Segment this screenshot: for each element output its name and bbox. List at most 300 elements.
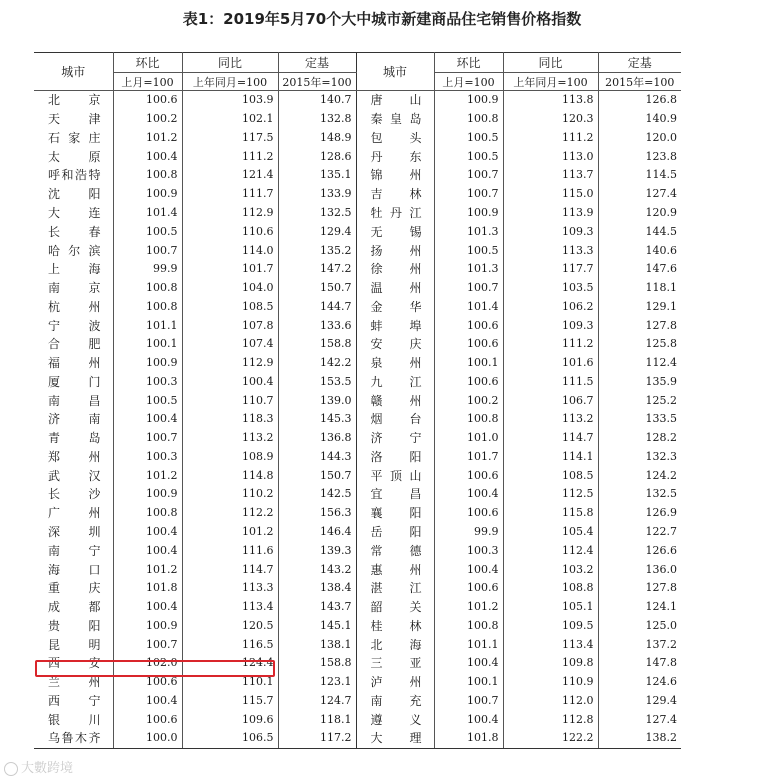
cell-yoy-left: 116.5: [182, 635, 278, 654]
cell-yoy-left: 115.7: [182, 692, 278, 711]
cell-mom-right: 100.7: [434, 185, 503, 204]
table-row: [34, 185, 681, 204]
cell-yoy-left: 114.8: [182, 466, 278, 485]
cell-base-right: 137.2: [645, 637, 677, 651]
cell-mom-left: 100.1: [113, 335, 182, 354]
cell-base-left: 139.0: [278, 391, 356, 410]
cell-yoy-right: 114.1: [503, 448, 598, 467]
col-header-base-right: 定基: [598, 53, 681, 73]
cell-base-left: 138.1: [278, 635, 356, 654]
cell-mom-left: 100.8: [113, 504, 182, 523]
cell-yoy-left: 111.6: [182, 541, 278, 560]
cell-city-left: 西宁: [34, 692, 113, 711]
cell-city-left: 贵阳: [34, 616, 113, 635]
cell-yoy-right: 120.3: [503, 110, 598, 129]
table-row: [34, 204, 681, 223]
cell-mom-left: 101.2: [113, 466, 182, 485]
cell-yoy-left: 113.4: [182, 598, 278, 617]
cell-mom-left: 100.7: [113, 241, 182, 260]
cell-city-left: 银川: [34, 710, 113, 729]
cell-base-right: 147.8: [645, 656, 677, 670]
cell-base-right: 147.6: [645, 262, 677, 276]
cell-city-right: 济宁: [356, 429, 434, 448]
cell-base-left: 133.9: [278, 185, 356, 204]
cell-mom-right: 101.2: [434, 598, 503, 617]
cell-mom-right: 100.2: [434, 391, 503, 410]
cell-mom-left: 100.4: [113, 541, 182, 560]
cell-city-right: 韶关: [356, 598, 434, 617]
cell-yoy-left: 118.3: [182, 410, 278, 429]
cell-city-left: 太原: [34, 147, 113, 166]
cell-city-right: 泸州: [356, 673, 434, 692]
cell-base-right: 114.5: [645, 168, 677, 182]
cell-city-left: 南京: [34, 279, 113, 298]
cell-base-left: 118.1: [278, 710, 356, 729]
cell-yoy-right: 106.7: [503, 391, 598, 410]
cell-base-left: 143.7: [278, 598, 356, 617]
table-row: [34, 316, 681, 335]
cell-city-left: 西安: [34, 654, 113, 673]
cell-mom-right: 100.6: [434, 504, 503, 523]
table-row: [34, 504, 681, 523]
cell-base-left: 148.9: [278, 129, 356, 148]
cell-base-left: 139.3: [278, 541, 356, 560]
cell-city-right: 丹东: [356, 147, 434, 166]
cell-city-right: 三亚: [356, 654, 434, 673]
cell-base-right: 140.6: [645, 243, 677, 257]
cell-mom-right: 100.4: [434, 710, 503, 729]
cell-base-right: 126.9: [645, 506, 677, 520]
cell-yoy-right: 109.3: [503, 316, 598, 335]
cell-mom-left: 100.7: [113, 635, 182, 654]
cell-mom-left: 101.2: [113, 560, 182, 579]
cell-mom-right: 100.5: [434, 147, 503, 166]
cell-mom-left: 101.8: [113, 579, 182, 598]
cell-city-right: 北海: [356, 635, 434, 654]
cell-city-left: 沈阳: [34, 185, 113, 204]
cell-base-right: 124.2: [645, 468, 677, 482]
cell-city-left: 哈尔滨: [34, 241, 113, 260]
table-row: [34, 110, 681, 129]
cell-yoy-right: 113.7: [503, 166, 598, 185]
cell-mom-left: 102.0: [113, 654, 182, 673]
cell-yoy-left: 114.7: [182, 560, 278, 579]
cell-city-left: 广州: [34, 504, 113, 523]
cell-base-left: 145.3: [278, 410, 356, 429]
cell-base-left: 146.4: [278, 523, 356, 542]
cell-yoy-right: 113.3: [503, 241, 598, 260]
cell-base-right: 132.5: [645, 487, 677, 501]
cell-city-right: 襄阳: [356, 504, 434, 523]
cell-yoy-left: 120.5: [182, 616, 278, 635]
cell-city-right: 无锡: [356, 222, 434, 241]
cell-base-left: 136.8: [278, 429, 356, 448]
cell-city-left: 昆明: [34, 635, 113, 654]
cell-yoy-right: 110.9: [503, 673, 598, 692]
cell-city-right: 秦皇岛: [356, 110, 434, 129]
table-row: [34, 598, 681, 617]
cell-mom-right: 101.0: [434, 429, 503, 448]
cell-yoy-left: 100.4: [182, 372, 278, 391]
cell-base-right: 126.8: [645, 93, 677, 107]
cell-city-right: 唐山: [356, 91, 434, 110]
cell-yoy-left: 109.6: [182, 710, 278, 729]
cell-base-right: 128.2: [645, 431, 677, 445]
cell-city-left: 长沙: [34, 485, 113, 504]
cell-city-right: 遵义: [356, 710, 434, 729]
cell-mom-right: 99.9: [434, 523, 503, 542]
cell-mom-right: 100.4: [434, 654, 503, 673]
cell-city-right: 桂林: [356, 616, 434, 635]
cell-mom-right: 101.3: [434, 260, 503, 279]
cell-yoy-left: 117.5: [182, 129, 278, 148]
table-row: [34, 129, 681, 148]
cell-mom-right: 100.7: [434, 692, 503, 711]
watermark-logo-icon: [4, 762, 18, 776]
col-subheader-mom-right: 上月=100: [434, 73, 503, 91]
cell-mom-left: 100.3: [113, 448, 182, 467]
cell-city-right: 蚌埠: [356, 316, 434, 335]
cell-mom-right: 100.8: [434, 110, 503, 129]
cell-city-right: 宜昌: [356, 485, 434, 504]
cell-mom-left: 100.9: [113, 185, 182, 204]
cell-city-left: 厦门: [34, 372, 113, 391]
col-header-city-left: 城市: [34, 53, 113, 91]
col-header-base-left: 定基: [278, 53, 356, 73]
cell-mom-right: 100.4: [434, 485, 503, 504]
cell-mom-left: 100.2: [113, 110, 182, 129]
cell-base-left: 123.1: [278, 673, 356, 692]
cell-base-right: 125.0: [645, 618, 677, 632]
cell-mom-left: 100.8: [113, 166, 182, 185]
cell-yoy-left: 107.8: [182, 316, 278, 335]
cell-yoy-right: 111.5: [503, 372, 598, 391]
cell-mom-left: 100.5: [113, 391, 182, 410]
cell-base-left: 158.8: [278, 335, 356, 354]
cell-mom-right: 100.3: [434, 541, 503, 560]
cell-base-left: 138.4: [278, 579, 356, 598]
table-row: [34, 279, 681, 298]
table-row: [34, 448, 681, 467]
cell-yoy-right: 108.8: [503, 579, 598, 598]
cell-yoy-right: 112.4: [503, 541, 598, 560]
table-row: [34, 541, 681, 560]
cell-mom-left: 100.9: [113, 354, 182, 373]
cell-mom-left: 100.8: [113, 297, 182, 316]
cell-yoy-right: 111.2: [503, 335, 598, 354]
cell-city-right: 常德: [356, 541, 434, 560]
cell-mom-left: 100.4: [113, 692, 182, 711]
cell-city-left: 杭州: [34, 297, 113, 316]
cell-base-right: 112.4: [645, 356, 677, 370]
cell-yoy-right: 105.4: [503, 523, 598, 542]
cell-yoy-right: 105.1: [503, 598, 598, 617]
cell-yoy-right: 115.8: [503, 504, 598, 523]
cell-mom-right: 100.5: [434, 129, 503, 148]
cell-city-left: 乌鲁木齐: [34, 729, 113, 748]
cell-yoy-left: 108.9: [182, 448, 278, 467]
cell-base-left: 117.2: [278, 729, 356, 748]
col-header-city-right: 城市: [356, 53, 434, 91]
cell-yoy-left: 121.4: [182, 166, 278, 185]
watermark: [4, 757, 73, 776]
cell-mom-right: 100.5: [434, 241, 503, 260]
table-row: [34, 710, 681, 729]
cell-yoy-right: 103.2: [503, 560, 598, 579]
cell-yoy-right: 113.2: [503, 410, 598, 429]
cell-city-right: 金华: [356, 297, 434, 316]
price-index-table: [34, 52, 681, 749]
cell-base-right: 124.1: [645, 600, 677, 614]
table-row: [34, 410, 681, 429]
cell-yoy-right: 112.5: [503, 485, 598, 504]
cell-city-left: 南昌: [34, 391, 113, 410]
col-header-yoy-left: 同比: [182, 53, 278, 73]
cell-yoy-right: 112.0: [503, 692, 598, 711]
cell-city-right: 温州: [356, 279, 434, 298]
cell-city-right: 吉林: [356, 185, 434, 204]
cell-city-left: 青岛: [34, 429, 113, 448]
cell-mom-left: 100.8: [113, 279, 182, 298]
cell-mom-right: 100.6: [434, 316, 503, 335]
cell-base-left: 142.5: [278, 485, 356, 504]
cell-yoy-right: 113.0: [503, 147, 598, 166]
cell-yoy-left: 111.7: [182, 185, 278, 204]
cell-base-right: 120.0: [645, 130, 677, 144]
cell-mom-left: 100.4: [113, 523, 182, 542]
cell-mom-left: 100.6: [113, 673, 182, 692]
cell-mom-left: 101.2: [113, 129, 182, 148]
cell-city-right: 平顶山: [356, 466, 434, 485]
cell-base-right: 124.6: [645, 675, 677, 689]
cell-mom-right: 101.8: [434, 729, 503, 748]
table-row: [34, 729, 681, 748]
cell-base-left: 140.7: [278, 91, 356, 110]
cell-base-left: 144.3: [278, 448, 356, 467]
cell-base-left: 132.8: [278, 110, 356, 129]
cell-city-right: 大理: [356, 729, 434, 748]
cell-yoy-left: 114.0: [182, 241, 278, 260]
cell-city-left: 北京: [34, 91, 113, 110]
cell-city-left: 郑州: [34, 448, 113, 467]
table-row: [34, 466, 681, 485]
table-row: [34, 692, 681, 711]
cell-mom-left: 101.4: [113, 204, 182, 223]
cell-mom-right: 100.8: [434, 410, 503, 429]
cell-mom-left: 99.9: [113, 260, 182, 279]
cell-city-right: 牡丹江: [356, 204, 434, 223]
cell-mom-right: 100.4: [434, 560, 503, 579]
cell-city-right: 徐州: [356, 260, 434, 279]
cell-base-right: 136.0: [645, 562, 677, 576]
cell-base-left: 143.2: [278, 560, 356, 579]
cell-mom-right: 100.6: [434, 372, 503, 391]
cell-city-right: 洛阳: [356, 448, 434, 467]
cell-yoy-left: 103.9: [182, 91, 278, 110]
cell-city-left: 合肥: [34, 335, 113, 354]
cell-mom-left: 100.4: [113, 598, 182, 617]
cell-city-right: 惠州: [356, 560, 434, 579]
watermark-text: 大數跨境: [21, 761, 74, 776]
cell-yoy-right: 103.5: [503, 279, 598, 298]
table-row: [34, 635, 681, 654]
cell-mom-right: 100.6: [434, 579, 503, 598]
table-row: [34, 297, 681, 316]
cell-mom-left: 100.5: [113, 222, 182, 241]
cell-mom-right: 100.8: [434, 616, 503, 635]
cell-yoy-right: 113.8: [503, 91, 598, 110]
cell-mom-right: 101.1: [434, 635, 503, 654]
col-subheader-base-right: 2015年=100: [598, 73, 681, 91]
cell-base-right: 122.7: [645, 524, 677, 538]
cell-yoy-right: 101.6: [503, 354, 598, 373]
cell-yoy-left: 110.1: [182, 673, 278, 692]
cell-mom-left: 100.4: [113, 410, 182, 429]
cell-base-left: 135.2: [278, 241, 356, 260]
cell-base-right: 120.9: [645, 205, 677, 219]
cell-base-right: 125.2: [645, 393, 677, 407]
cell-base-left: 156.3: [278, 504, 356, 523]
cell-yoy-left: 112.2: [182, 504, 278, 523]
table-row: [34, 560, 681, 579]
cell-city-left: 武汉: [34, 466, 113, 485]
cell-city-right: 扬州: [356, 241, 434, 260]
cell-yoy-left: 113.2: [182, 429, 278, 448]
cell-mom-left: 100.6: [113, 91, 182, 110]
cell-base-left: 128.6: [278, 147, 356, 166]
cell-yoy-left: 112.9: [182, 204, 278, 223]
cell-mom-left: 100.4: [113, 147, 182, 166]
cell-mom-left: 100.6: [113, 710, 182, 729]
cell-base-left: 129.4: [278, 222, 356, 241]
cell-yoy-right: 122.2: [503, 729, 598, 748]
cell-mom-right: 100.7: [434, 279, 503, 298]
cell-city-right: 南充: [356, 692, 434, 711]
cell-city-left: 长春: [34, 222, 113, 241]
cell-yoy-left: 108.5: [182, 297, 278, 316]
cell-city-left: 福州: [34, 354, 113, 373]
cell-base-right: 125.8: [645, 337, 677, 351]
col-header-yoy-right: 同比: [503, 53, 598, 73]
cell-base-right: 138.2: [598, 729, 681, 748]
cell-city-right: 岳阳: [356, 523, 434, 542]
cell-mom-left: 100.3: [113, 372, 182, 391]
col-subheader-base-left: 2015年=100: [278, 73, 356, 91]
cell-yoy-left: 110.7: [182, 391, 278, 410]
cell-city-left: 天津: [34, 110, 113, 129]
cell-city-right: 赣州: [356, 391, 434, 410]
cell-yoy-left: 111.2: [182, 147, 278, 166]
cell-city-right: 湛江: [356, 579, 434, 598]
table-row: [34, 616, 681, 635]
highlight-box: [35, 660, 275, 677]
cell-mom-right: 100.7: [434, 166, 503, 185]
cell-base-left: 150.7: [278, 466, 356, 485]
cell-base-right: 127.8: [645, 581, 677, 595]
cell-base-left: 145.1: [278, 616, 356, 635]
cell-base-right: 133.5: [645, 412, 677, 426]
cell-yoy-right: 114.7: [503, 429, 598, 448]
table-title: 表1：2019年5月70个大中城市新建商品住宅销售价格指数: [182, 10, 582, 28]
cell-yoy-left: 101.2: [182, 523, 278, 542]
cell-mom-right: 101.7: [434, 448, 503, 467]
cell-city-right: 九江: [356, 372, 434, 391]
cell-mom-left: 100.0: [113, 729, 182, 748]
col-header-mom-left: 环比: [113, 53, 182, 73]
cell-city-left: 石家庄: [34, 129, 113, 148]
cell-mom-right: 100.9: [434, 204, 503, 223]
cell-yoy-right: 109.5: [503, 616, 598, 635]
cell-yoy-left: 110.6: [182, 222, 278, 241]
table-row: [34, 372, 681, 391]
cell-base-left: 150.7: [278, 279, 356, 298]
table-row: [34, 579, 681, 598]
table-row: [34, 241, 681, 260]
cell-yoy-right: 108.5: [503, 466, 598, 485]
cell-yoy-right: 106.2: [503, 297, 598, 316]
cell-yoy-left: 112.9: [182, 354, 278, 373]
cell-city-left: 南宁: [34, 541, 113, 560]
table-row: [34, 354, 681, 373]
cell-base-left: 124.7: [278, 692, 356, 711]
cell-yoy-left: 113.3: [182, 579, 278, 598]
cell-mom-right: 101.3: [434, 222, 503, 241]
table-row: [34, 222, 681, 241]
cell-base-right: 126.6: [645, 543, 677, 557]
cell-yoy-right: 115.0: [503, 185, 598, 204]
col-subheader-yoy-left: 上年同月=100: [182, 73, 278, 91]
cell-base-right: 144.5: [645, 224, 677, 238]
cell-city-left: 呼和浩特: [34, 166, 113, 185]
cell-yoy-left: 101.7: [182, 260, 278, 279]
cell-base-right: 118.1: [645, 281, 677, 295]
cell-mom-right: 101.4: [434, 297, 503, 316]
cell-city-right: 烟台: [356, 410, 434, 429]
cell-city-left: 重庆: [34, 579, 113, 598]
cell-mom-right: 100.6: [434, 335, 503, 354]
cell-yoy-left: 106.5: [182, 729, 278, 748]
cell-base-left: 132.5: [278, 204, 356, 223]
cell-yoy-right: 112.8: [503, 710, 598, 729]
table-row: [34, 391, 681, 410]
cell-base-left: 142.2: [278, 354, 356, 373]
cell-base-left: 144.7: [278, 297, 356, 316]
cell-base-left: 147.2: [278, 260, 356, 279]
cell-mom-right: 100.1: [434, 673, 503, 692]
cell-city-left: 宁波: [34, 316, 113, 335]
cell-city-right: 泉州: [356, 354, 434, 373]
col-subheader-mom-left: 上月=100: [113, 73, 182, 91]
table-row: [34, 335, 681, 354]
cell-city-right: 包头: [356, 129, 434, 148]
table-row: [34, 429, 681, 448]
cell-yoy-right: 109.3: [503, 222, 598, 241]
cell-yoy-right: 109.8: [503, 654, 598, 673]
cell-city-left: 深圳: [34, 523, 113, 542]
cell-base-right: 129.1: [645, 299, 677, 313]
cell-base-left: 135.1: [278, 166, 356, 185]
table-row: [34, 147, 681, 166]
cell-base-left: 158.8: [278, 654, 356, 673]
cell-mom-right: 100.6: [434, 466, 503, 485]
cell-base-left: 133.6: [278, 316, 356, 335]
cell-yoy-left: 110.2: [182, 485, 278, 504]
cell-city-left: 海口: [34, 560, 113, 579]
cell-base-right: 127.4: [645, 187, 677, 201]
cell-base-right: 123.8: [645, 149, 677, 163]
cell-yoy-left: 107.4: [182, 335, 278, 354]
cell-mom-left: 100.7: [113, 429, 182, 448]
